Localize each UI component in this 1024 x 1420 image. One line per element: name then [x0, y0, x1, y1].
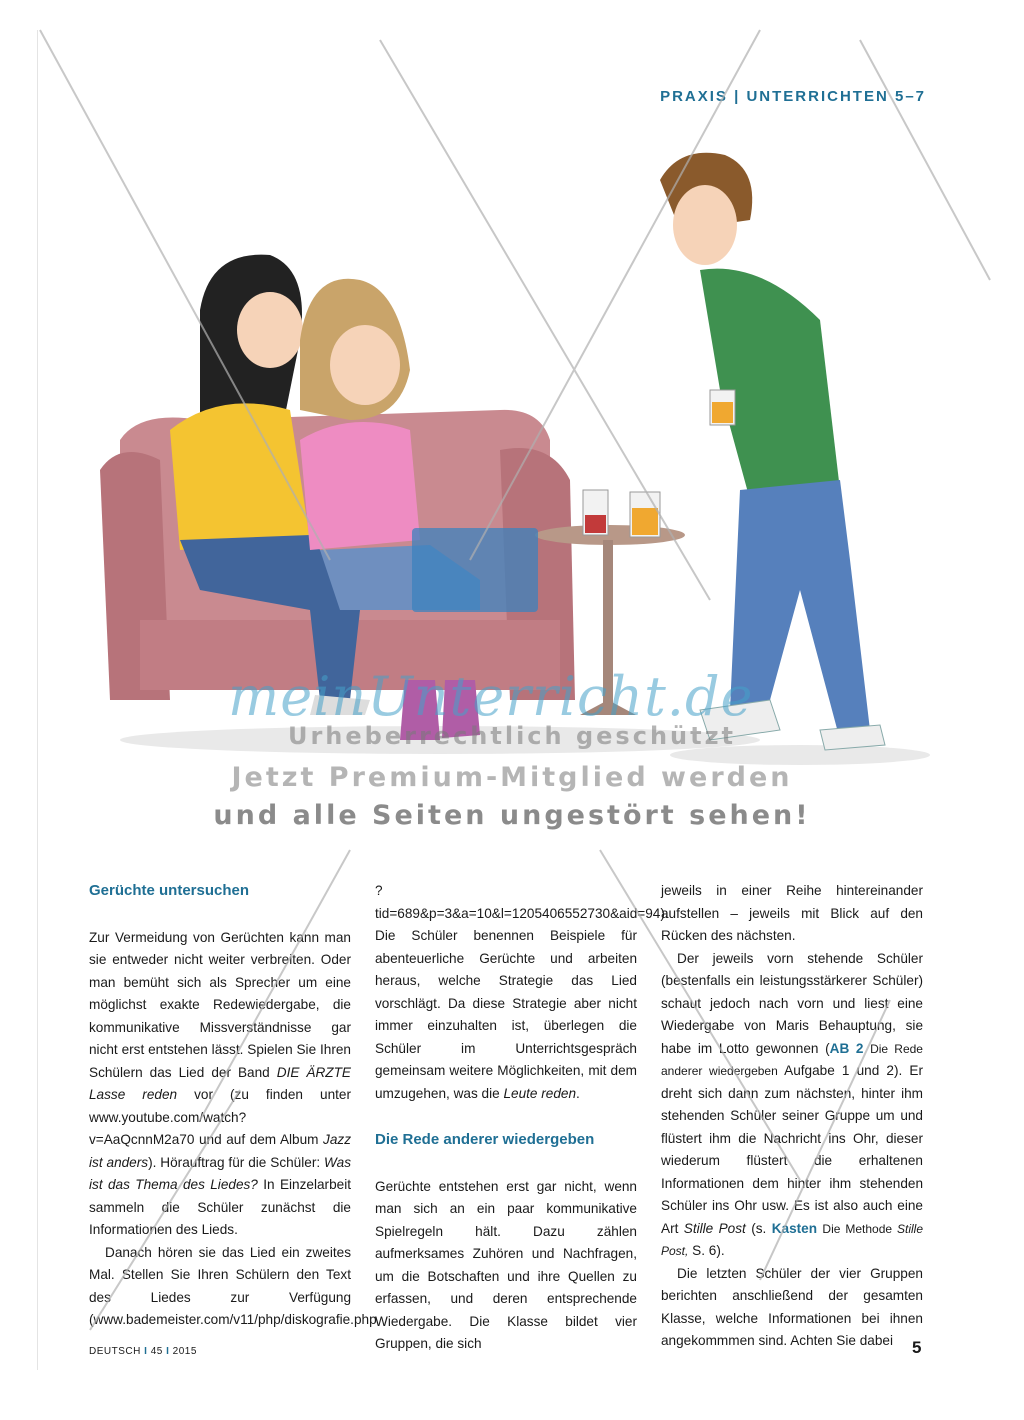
- worksheet-reference: AB 2: [829, 1040, 864, 1056]
- journal-footer: DEUTSCH I 45 I 2015: [89, 1346, 197, 1357]
- text-column-3: [661, 880, 923, 1353]
- watermark-line-2: Jetzt Premium-Mitglied werden: [231, 762, 793, 793]
- margin-line: [37, 30, 38, 1370]
- paragraph: ?tid=689&p=3&a=10&l=1205406552730&aid=94). Die Schüler benennen Beispiele für abenteuerliche Gerüchte und arbeiten heraus, welche Strategie das Lied vorschlägt. Da diese Strategie aber nicht immer einzuhalten ist, überlegen die Schüler im Unterrichtsgespräch gemeinsam weitere Möglichkeiten, mit dem umzugehen, was die Leute reden.: [375, 883, 669, 1101]
- watermark-line-1: Urheberrechtlich geschützt: [287, 722, 737, 750]
- paragraph: Danach hören sie das Lied ein zweites Mal. Stellen Sie Ihren Schülern den Text des Liedes zur Verfügung (www.bademeister.com/v11/php/diskografie.php: [89, 1244, 377, 1327]
- paragraph: Die letzten Schüler der vier Gruppen berichten anschließend der gesamten Klasse, welche Informationen bei ihnen angekommmen sind. Achten Sie dabei: [661, 1265, 923, 1348]
- section-heading-geruechte: Gerüchte untersuchen: [89, 882, 250, 899]
- watermark-logo: meinUnterricht.de: [228, 665, 754, 728]
- paragraph: Zur Vermeidung von Gerüchten kann man sie entweder nicht weiter verbreiten. Oder man bemüht sich als Sprecher um eine möglichst exakte Redewiedergabe, die kommunikative Missverständnisse gar nicht erst entstehen lässt. Spielen Sie Ihren Schülern das Lied der Band DIE ÄRZTE Lasse reden vor (zu finden unter www.youtube.com/watch?v=AaQcnnM2a70 und auf dem Album Jazz ist anders). Hörauftrag für die Schüler: Was ist das Thema des Liedes? In Einzelarbeit sammeln die Schüler zunächst die Informationen des Lieds.: [89, 929, 351, 1237]
- box-reference: Kasten: [771, 1220, 818, 1236]
- watermark-cloud-icon: [412, 528, 538, 612]
- section-heading-rede: Die Rede anderer wiedergeben: [375, 1131, 595, 1148]
- watermark-line-3: und alle Seiten ungestört sehen!: [213, 800, 811, 831]
- text-column-2: [375, 880, 669, 1356]
- page-number: 5: [912, 1338, 922, 1357]
- section-header: PRAXIS | UNTERRICHTEN 5–7: [660, 88, 926, 105]
- paragraph: jeweils in einer Reihe hintereinander aufstellen – jeweils mit Blick auf den Rücken des nächsten.: [661, 883, 923, 943]
- paragraph: Gerüchte entstehen erst gar nicht, wenn man sich an ein paar kommunikative Spielregeln hält. Dazu zählen aufmerksames Zuhören und Nachfragen, um die Botschaften und ihre Quellen zu erfassen, und deren entsprechende Wiedergabe. Die Klasse bildet vier Gruppen, die sich: [375, 1178, 637, 1351]
- text-column-1: [89, 880, 377, 1332]
- paragraph: Der jeweils vorn stehende Schüler (bestenfalls ein leistungsstärkerer Schüler) schaut jedoch nach vorn und liest eine Wiedergabe von Maris Behauptung, sie habe im Lotto gewonnen (AB 2 Die Rede anderer wiedergeben Aufgabe 1 und 2). Er dreht sich dann zum nächsten, hinter ihm stehenden Schüler seiner Gruppe um und flüstert ihm die Nachricht ins Ohr, dieser wiederum flüstert die erhaltenen Informationen dem hinter ihm stehenden Schüler ins Ohr usw. Es ist also auch eine Art Stille Post (s. Kasten Die Methode Stille Post, S. 6).: [661, 950, 924, 1258]
